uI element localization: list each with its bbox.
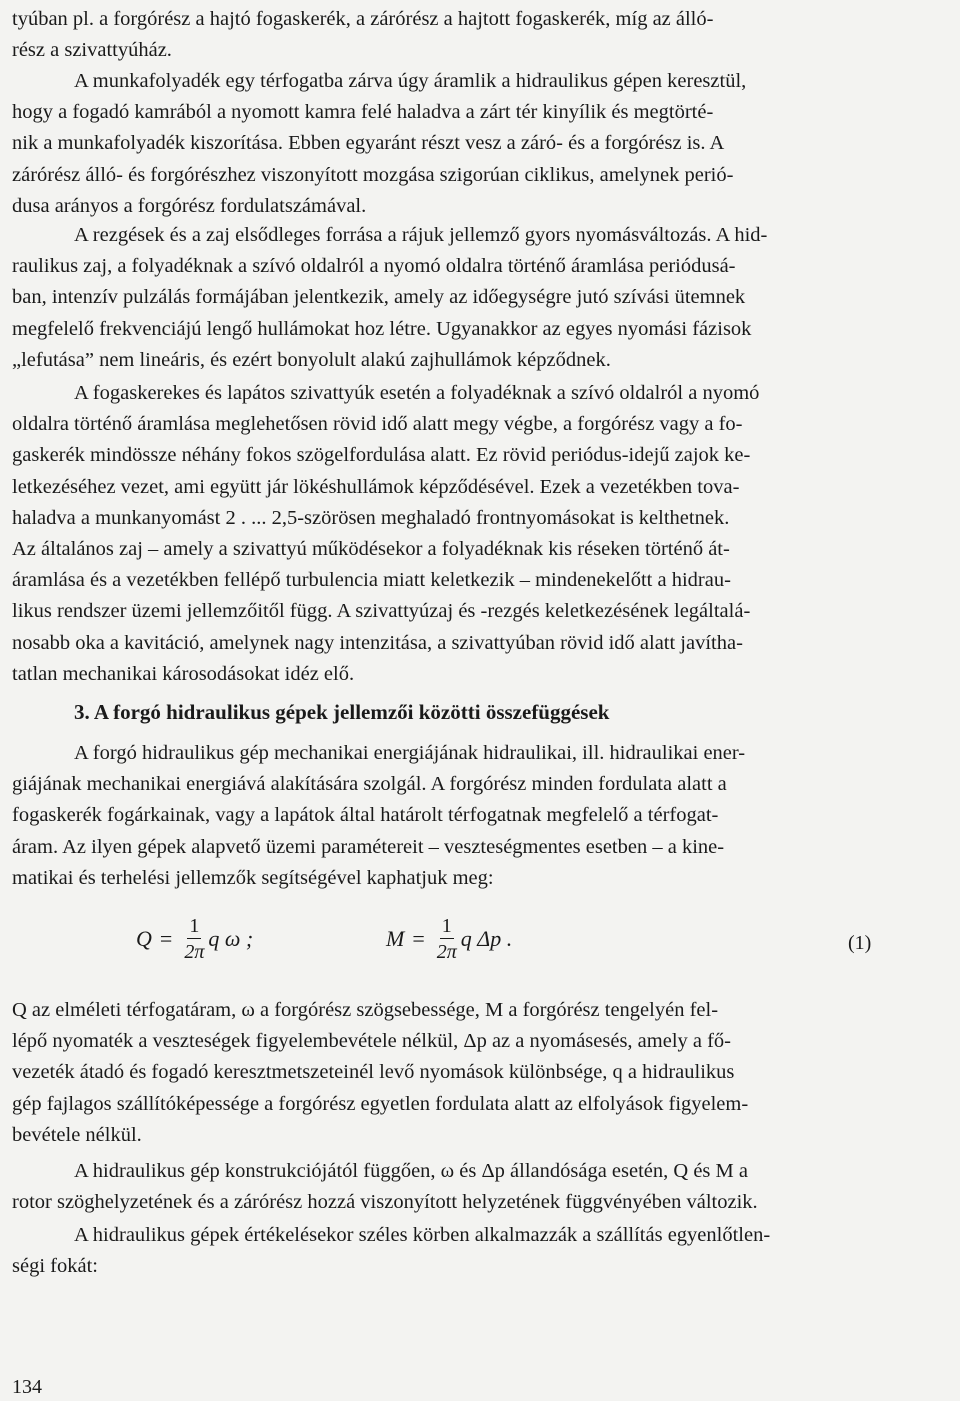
paragraph-munkafolyadek bbox=[12, 66, 942, 222]
symbol-Q: Q bbox=[136, 926, 152, 951]
text-line: Az általános zaj – amely a szivattyú működésekor a folyadéknak kis réseken történő át- bbox=[12, 538, 730, 561]
paragraph-konstrukcio bbox=[12, 1156, 942, 1218]
text-line: fogaskerék fogárkainak, vagy a lapátok által határolt térfogatnak megfelelő a térfogat- bbox=[12, 804, 719, 827]
text-line: likus rendszer üzemi jellemzőitől függ. A szivattyúzaj és -rezgés keletkezésének legáltalá- bbox=[12, 600, 751, 623]
text-line: bevétele nélkül. bbox=[12, 1123, 142, 1146]
text-line: megfelelő frekvenciájú lengő hullámokat hoz létre. Ugyanakkor az egyes nyomási fázisok bbox=[12, 317, 752, 340]
text-line: áram. Az ilyen gépek alapvető üzemi paramétereit – veszteségmentes esetben – a kine- bbox=[12, 835, 725, 858]
text-line: ban, intenzív pulzálás formájában jelentkezik, amely az időegységre jutó szívási ütemnek bbox=[12, 286, 746, 309]
text-line: ségi fokát: bbox=[12, 1255, 98, 1278]
equation-rhs: q ω ; bbox=[208, 926, 254, 951]
equation-flow-rate bbox=[136, 916, 253, 962]
text-line: A fogaskerekes és lapátos szivattyúk esetén a folyadéknak a szívó oldalról a nyomó bbox=[74, 382, 760, 404]
paragraph-fogaskerekes bbox=[12, 378, 942, 690]
text-line: zárórész álló- és forgórészhez viszonyított mozgása szigorúan ciklikus, amelynek perió- bbox=[12, 163, 734, 186]
text-line: raulikus zaj, a folyadéknak a szívó oldalról a nyomó oldalra történő áramlása periódusá- bbox=[12, 255, 736, 278]
equation-1 bbox=[0, 910, 960, 980]
fraction-denominator: 2π bbox=[436, 941, 457, 963]
paragraph-q-definition bbox=[12, 995, 942, 1151]
equation-number: (1) bbox=[848, 932, 872, 954]
text-line: gép fajlagos szállítóképessége a forgórész egyetlen fordulata alatt az elfolyások figyelem- bbox=[12, 1092, 749, 1115]
text-line: oldalra történő áramlása meglehetősen rövid idő alatt megy végbe, a forgórész vagy a fo- bbox=[12, 413, 743, 436]
text-line: letkezéséhez vezet, ami együtt jár lökéshullámok képződésével. Ezek a vezetékben tova- bbox=[12, 475, 740, 498]
text-line: vezeték átadó és fogadó keresztmetszeteinél levő nyomások különbsége, q a hidraulikus bbox=[12, 1061, 735, 1084]
paragraph-rezgesek bbox=[12, 220, 942, 376]
text-line: lépő nyomaték a veszteségek figyelembevétele nélkül, Δp az a nyomásesés, amely a fő- bbox=[12, 1030, 732, 1053]
text-line: A hidraulikus gép konstrukciójától függően, ω és Δp állandósága esetén, Q és M a bbox=[74, 1160, 748, 1182]
text-line: giájának mechanikai energiává alakítására szolgál. A forgórész minden fordulata alatt a bbox=[12, 773, 727, 796]
symbol-M: M bbox=[386, 926, 405, 951]
fraction bbox=[437, 916, 457, 962]
text-line: A forgó hidraulikus gép mechanikai energiájának hidraulikai, ill. hidraulikai ener- bbox=[74, 742, 746, 764]
text-line: haladva a munkanyomást 2 . ... 2,5-szörösen meghaladó frontnyomásokat is kelthetnek. bbox=[12, 506, 730, 529]
text-line: rotor szöghelyzetének és a zárórész hozzá viszonyított helyzetének függvényében változik. bbox=[12, 1191, 758, 1214]
text-line: gaskerék mindössze néhány fokos szögelfordulása alatt. Ez rövid periódus-idejű zajok ke- bbox=[12, 444, 751, 467]
text-line: rész a szivattyúház. bbox=[12, 39, 172, 62]
equals-sign: = bbox=[412, 926, 425, 951]
text-line: tatlan mechanikai károsodásokat idéz elő. bbox=[12, 662, 355, 685]
text-line: hogy a fogadó kamrából a nyomott kamra felé haladva a zárt tér kinyílik és megtörté- bbox=[12, 101, 714, 124]
text-line: A hidraulikus gépek értékelésekor széles körben alkalmazzák a szállítás egyenlőtlen- bbox=[74, 1224, 771, 1246]
equation-rhs: q Δp . bbox=[460, 926, 513, 951]
text-line: dusa arányos a forgórész fordulatszámával. bbox=[12, 194, 367, 217]
text-line: matikai és terhelési jellemzők segítségével kaphatjuk meg: bbox=[12, 866, 494, 889]
text-line: tyúban pl. a forgórész a hajtó fogaskerék, a zárórész a hajtott fogaskerék, míg az álló- bbox=[12, 8, 714, 30]
text-line: nosabb oka a kavitáció, amelynek nagy intenzitása, a szivattyúban rövid idő alatt javítha- bbox=[12, 631, 743, 654]
text-line: „lefutása” nem lineáris, és ezért bonyolult alakú zajhullámok képződnek. bbox=[12, 348, 611, 371]
page-number: 134 bbox=[12, 1376, 42, 1398]
paragraph-forgo bbox=[12, 738, 942, 894]
text-line: A munkafolyadék egy térfogatba zárva úgy áramlik a hidraulikus gépen keresztül, bbox=[74, 70, 747, 92]
text-line: nik a munkafolyadék kiszorítása. Ebben egyaránt részt vesz a záró- és a forgórész is. A bbox=[12, 132, 725, 155]
text-line: Q az elméleti térfogatáram, ω a forgórész szögsebessége, M a forgórész tengelyén fel- bbox=[12, 999, 719, 1021]
fraction-denominator: 2π bbox=[184, 941, 205, 963]
section-heading: 3. A forgó hidraulikus gépek jellemzői közötti összefüggések bbox=[74, 700, 610, 724]
text-line: áramlása és a vezetékben fellépő turbulencia miatt keletkezik – mindenekelőtt a hidrau- bbox=[12, 569, 731, 592]
text-line: A rezgések és a zaj elsődleges forrása a rájuk jellemző gyors nyomásváltozás. A hid- bbox=[74, 224, 768, 246]
paragraph-ertekeles bbox=[12, 1220, 942, 1282]
fraction-numerator: 1 bbox=[441, 915, 452, 937]
fraction bbox=[184, 916, 204, 962]
fraction-numerator: 1 bbox=[189, 915, 200, 937]
equals-sign: = bbox=[159, 926, 173, 951]
equation-torque bbox=[386, 916, 512, 962]
paragraph-intro bbox=[12, 4, 942, 66]
